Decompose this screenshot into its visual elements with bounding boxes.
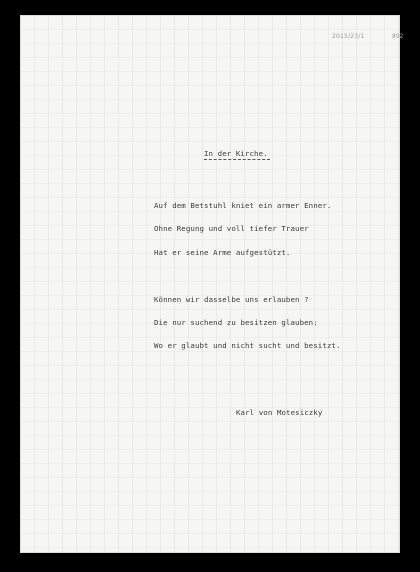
archive-number: 2015/23/1 [332,33,365,40]
poem-title: In der Kirche. [204,149,268,158]
title-underline [204,159,270,160]
stanza-2-line-3: Wo er glaubt und nicht sucht und besitzt. [154,341,341,350]
stanza-1-line-1: Auf dem Betstuhl kniet ein armer Enner. [154,201,332,210]
stanza-2-line-1: Können wir dasselbe uns erlauben ? [154,295,309,304]
typed-manuscript-page [20,15,404,553]
stanza-2-line-2: Die nur suchend zu besitzen glauben: [154,318,318,327]
page-number: 892 [392,33,404,40]
stanza-1-line-2: Ohne Regung und voll tiefer Trauer [154,224,309,233]
author-signature: Karl von Motesiczky [236,408,323,417]
stanza-1-line-3: Hat er seine Arme aufgestützt. [154,248,291,257]
